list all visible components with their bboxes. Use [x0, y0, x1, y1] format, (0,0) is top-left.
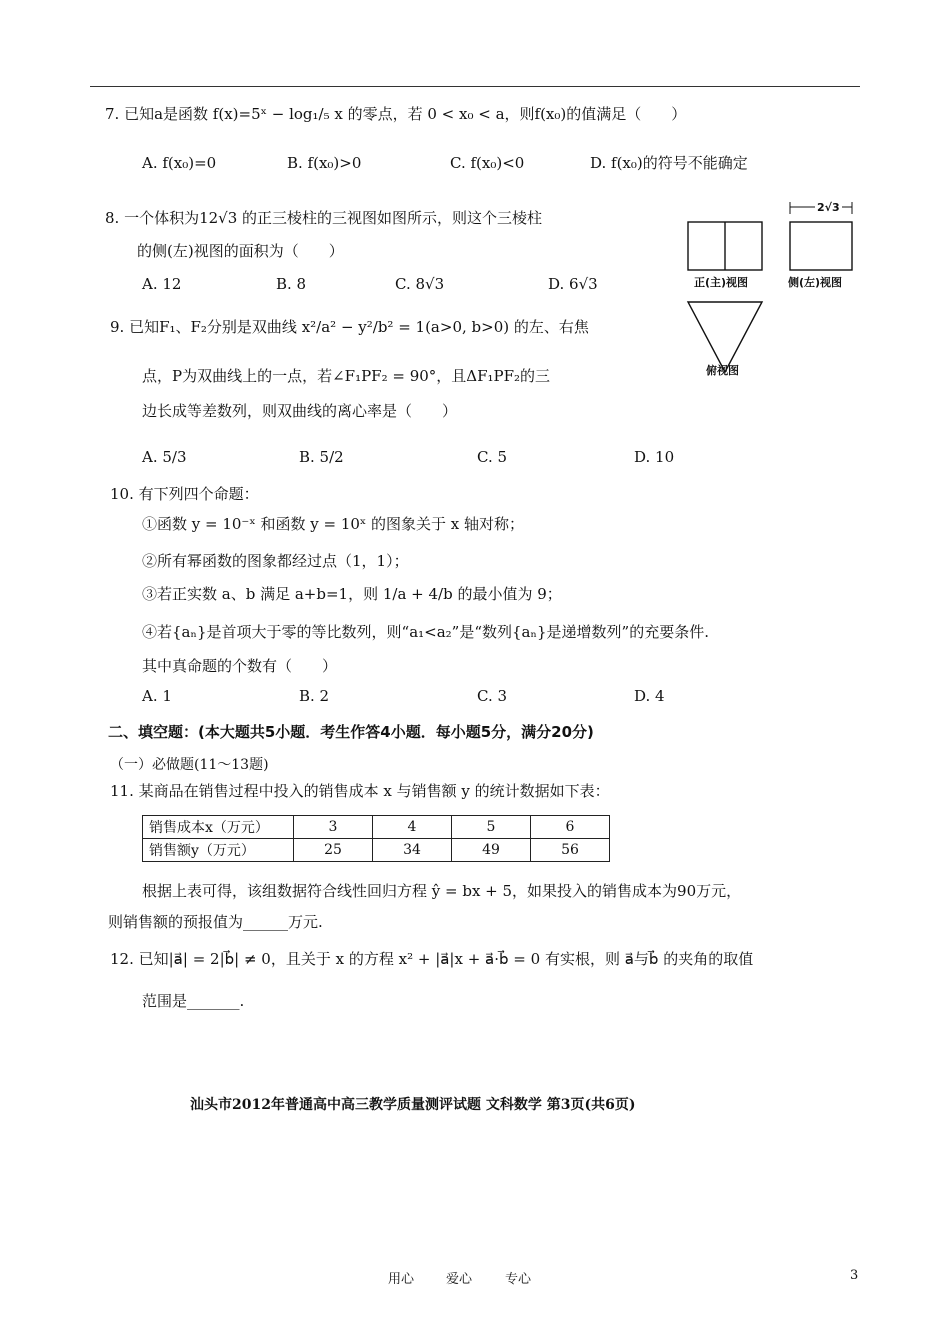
q12-line1: 12. 已知|a⃗| = 2|b⃗| ≠ 0，且关于 x 的方程 x² + |a⃗|x + a⃗·b⃗ = 0 有实根，则 a⃗与b⃗ 的夹角的取值: [110, 950, 754, 968]
q10-item-2: ②所有幂函数的图象都经过点（1，1）；: [142, 552, 409, 570]
q9-option-a: A. 5/3: [142, 448, 187, 466]
table-row: [143, 839, 610, 862]
q7-stem: 7. 已知a是函数 f(x)=5ˣ − log₁/₅ x 的零点，若 0 < x₀ < a，则f(x₀)的值满足（ ）: [105, 105, 687, 123]
sales-table: [142, 815, 610, 862]
table-cell: 6: [531, 816, 610, 839]
q10-option-b: B. 2: [299, 687, 330, 705]
q10-option-a: A. 1: [142, 687, 172, 705]
dimension-label: 2√3: [817, 201, 840, 214]
q7-option-a: A. f(x₀)=0: [142, 154, 217, 172]
table-cell: 49: [452, 839, 531, 862]
q8-line2: 的侧(左)视图的面积为（ ）: [137, 242, 344, 260]
q8-option-c: C. 8√3: [395, 275, 445, 293]
q11-line2: 则销售额的预报值为______万元.: [108, 913, 323, 931]
side-view-label: 侧(左)视图: [788, 276, 843, 289]
q8-line1: 8. 一个体积为12√3 的正三棱柱的三视图如图所示，则这个三棱柱: [105, 209, 543, 227]
q10-question: 其中真命题的个数有（ ）: [142, 657, 338, 675]
q8-option-b: B. 8: [276, 275, 307, 293]
bottom-word-1: 用心: [388, 1272, 415, 1287]
q9-option-d: D. 10: [634, 448, 675, 466]
q10-option-c: C. 3: [477, 687, 508, 705]
q11-stem: 11. 某商品在销售过程中投入的销售成本 x 与销售额 y 的统计数据如下表：: [110, 782, 610, 800]
q9-line3: 边长成等差数列，则双曲线的离心率是（ ）: [142, 402, 458, 420]
q10-item-3: ③若正实数 a、b 满足 a+b=1，则 1/a + 4/b 的最小值为 9；: [142, 585, 562, 603]
table-cell: 3: [294, 816, 373, 839]
q10-stem: 10. 有下列四个命题：: [110, 485, 259, 503]
q7-option-c: C. f(x₀)<0: [450, 154, 525, 172]
page-number: 3: [850, 1268, 859, 1283]
q9-line2: 点，P为双曲线上的一点，若∠F₁PF₂ = 90°，且ΔF₁PF₂的三: [142, 367, 551, 385]
q10-item-1: ①函数 y = 10⁻ˣ 和函数 y = 10ˣ 的图象关于 x 轴对称；: [142, 515, 525, 533]
exam-footer: 汕头市2012年普通高中高三教学质量测评试题 文科数学 第3页(共6页): [190, 1097, 636, 1113]
front-view-label: 正(主)视图: [694, 276, 749, 289]
table-row-header: 销售额y（万元）: [143, 839, 294, 862]
section2-title: 二、填空题：(本大题共5小题．考生作答4小题．每小题5分，满分20分): [108, 723, 594, 741]
q9-option-c: C. 5: [477, 448, 508, 466]
q9-option-b: B. 5/2: [299, 448, 344, 466]
q12-line2: 范围是_______.: [142, 992, 245, 1010]
q7-option-d: D. f(x₀)的符号不能确定: [590, 154, 748, 172]
top-rule: [90, 86, 860, 87]
q11-line1: 根据上表可得，该组数据符合线性回归方程 ŷ = bx + 5，如果投入的销售成本为90万元，: [142, 882, 742, 900]
q8-option-d: D. 6√3: [548, 275, 598, 293]
q10-option-d: D. 4: [634, 687, 665, 705]
side-view-rect: [790, 222, 852, 270]
q9-line1: 9. 已知F₁、F₂分别是双曲线 x²/a² − y²/b² = 1(a>0, b>0) 的左、右焦: [110, 318, 589, 336]
top-view-label: 俯视图: [706, 364, 739, 377]
table-row-header: 销售成本x（万元）: [143, 816, 294, 839]
table-cell: 56: [531, 839, 610, 862]
table-cell: 5: [452, 816, 531, 839]
bottom-word-2: 爱心: [446, 1272, 473, 1287]
table-cell: 25: [294, 839, 373, 862]
table-cell: 34: [373, 839, 452, 862]
q10-item-4: ④若{aₙ}是首项大于零的等比数列，则“a₁<a₂”是“数列{aₙ}是递增数列”的充要条件.: [142, 623, 709, 641]
table-cell: 4: [373, 816, 452, 839]
three-view-figure: [680, 200, 870, 380]
q7-option-b: B. f(x₀)>0: [287, 154, 362, 172]
table-row: [143, 816, 610, 839]
q8-option-a: A. 12: [142, 275, 182, 293]
section2-sub: （一）必做题(11～13题): [110, 757, 269, 773]
bottom-word-3: 专心: [505, 1272, 532, 1287]
